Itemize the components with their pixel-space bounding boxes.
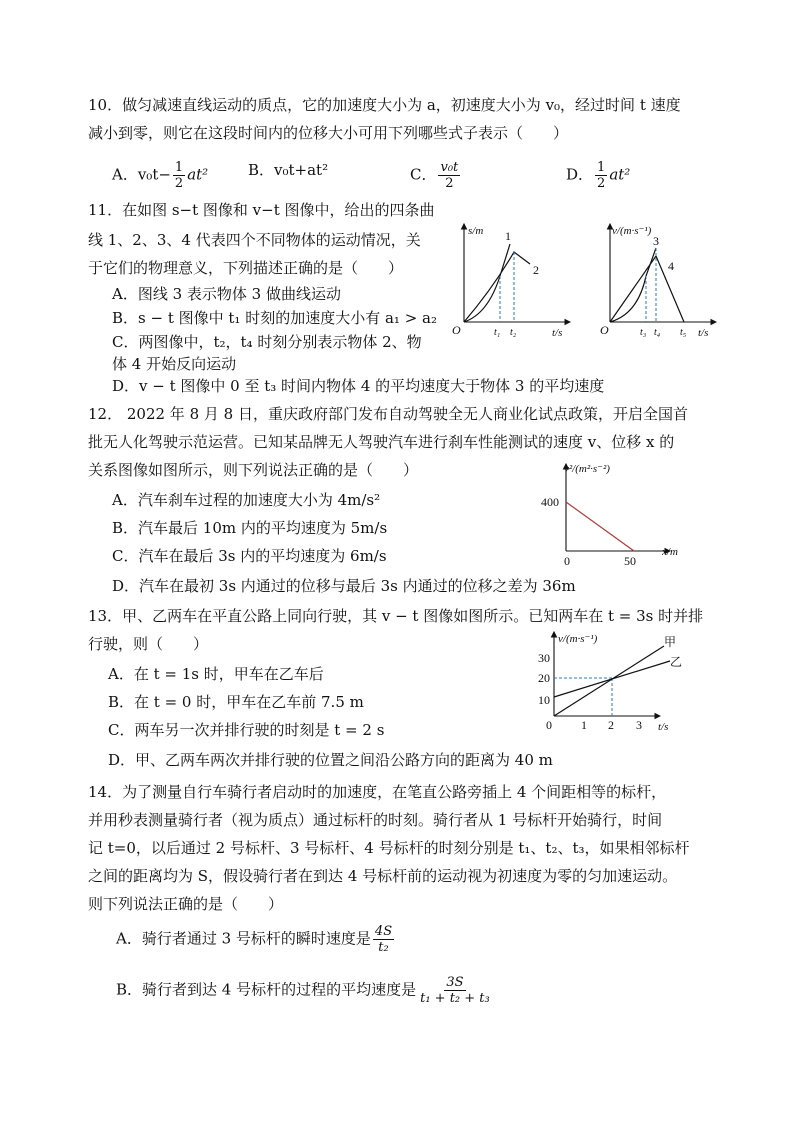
y-tick-30: 30 xyxy=(538,651,550,665)
q14-option-b-text: B．骑行者到达 4 号标杆的过程的平均速度是 xyxy=(116,980,417,999)
t1-label: t₁ xyxy=(494,327,501,338)
q13-vt-graph xyxy=(530,628,700,740)
t2-label: t₂ xyxy=(510,327,517,338)
q12-option-c: C．汽车在最后 3s 内的平均速度为 6m/s xyxy=(112,547,387,565)
q10-option-c-text: C． xyxy=(410,165,437,184)
q11-option-b: B．s − t 图像中 t₁ 时刻的加速度大小有 a₁ > a₂ xyxy=(112,309,437,327)
q11-stem-line2: 线 1、2、3、4 代表四个不同物体的运动情况，关 xyxy=(88,231,421,249)
q10-option-b: B．v₀t+at² xyxy=(248,161,329,179)
x-tick-1: 1 xyxy=(581,718,587,732)
q12-stem-line2: 批无人化驾驶示范运营。已知某品牌无人驾驶汽车进行刹车性能测试的速度 v、位移 x 的 xyxy=(88,433,675,451)
q10-stem-line1: 10．做匀减速直线运动的质点，它的加速度大小为 a，初速度大小为 v₀，经过时间 t 速度 xyxy=(88,96,681,114)
q11-option-c-line2: 体 4 开始反向运动 xyxy=(112,355,237,373)
q14-stem-line4: 之间的距离均为 S，假设骑行者在到达 4 号标杆前的运动视为初速度为零的匀加速运动。 xyxy=(88,867,678,885)
q14-stem-line1: 14．为了测量自行车骑行者启动时的加速度，在笔直公路旁插上 4 个间距相等的标杆， xyxy=(88,783,667,801)
q11-st-graph xyxy=(448,218,578,343)
fraction-numerator: 1 xyxy=(597,160,606,175)
q10-option-c-fraction xyxy=(438,160,460,191)
fraction-numerator: 4S xyxy=(374,924,393,939)
fraction-numerator: 3S xyxy=(446,975,464,990)
curve-2 xyxy=(464,252,530,322)
q12-stem-line3: 关系图像如图所示，则下列说法正确的是（ ） xyxy=(88,461,419,479)
q10-option-c xyxy=(410,160,462,191)
t5-label: t₅ xyxy=(680,327,687,338)
x-axis-label: t/s xyxy=(698,327,709,339)
q10-option-a-tail: at² xyxy=(187,165,209,184)
y-tick-20: 20 xyxy=(538,671,550,685)
x-tick-0: 0 xyxy=(546,718,552,732)
curve-1 xyxy=(464,244,510,322)
q10-option-d-fraction xyxy=(595,160,607,191)
q13-stem-line2: 行驶，则（ ） xyxy=(88,635,209,653)
jia-label: 甲 xyxy=(664,635,677,649)
q12-option-d: D．汽车在最初 3s 内通过的位移与最后 3s 内通过的位移之差为 36m xyxy=(112,577,576,595)
fraction-denominator: 2 xyxy=(597,176,606,191)
t3-label: t₃ xyxy=(640,327,647,338)
fraction-denominator: 2 xyxy=(445,176,454,191)
q13-option-d: D．甲、乙两车两次并排行驶的位置之间沿公路方向的距离为 40 m xyxy=(108,751,553,769)
x-axis-label: t/s xyxy=(658,721,669,733)
q10-option-a xyxy=(112,160,208,191)
q12-option-a: A．汽车刹车过程的加速度大小为 4m/s² xyxy=(112,491,381,509)
q10-option-d-tail: at² xyxy=(609,165,631,184)
curve-2-label: 2 xyxy=(533,263,539,277)
x-tick-2: 2 xyxy=(608,718,614,732)
t4-label: t₄ xyxy=(654,327,661,338)
yi-label: 乙 xyxy=(670,655,683,669)
x-tick-3: 3 xyxy=(636,718,642,732)
jia-line xyxy=(554,646,664,716)
q14-option-a xyxy=(116,924,396,955)
q14-option-b xyxy=(116,975,494,1006)
y-value-label: 400 xyxy=(541,495,559,509)
q11-vt-graph xyxy=(598,218,728,343)
origin-label: 0 xyxy=(564,554,570,568)
q11-option-d: D．v − t 图像中 0 至 t₃ 时间内物体 4 的平均速度大于物体 3 的平均速度 xyxy=(112,377,605,395)
q14-stem-line2: 并用秒表测量骑行者（视为质点）通过标杆的时刻。骑行者从 1 号标杆开始骑行，时间 xyxy=(88,811,663,829)
q12-v2-x-graph xyxy=(538,458,718,570)
y-tick-10: 10 xyxy=(538,693,550,707)
q14-option-b-fraction xyxy=(418,975,492,1006)
q13-option-b: B．在 t = 0 时，甲车在乙车前 7.5 m xyxy=(108,693,364,711)
curve-3-label: 3 xyxy=(653,234,659,248)
y-axis-label: s/m xyxy=(468,225,484,237)
q11-stem-line3: 于它们的物理意义，下列描述正确的是（ ） xyxy=(88,259,404,277)
fraction-numerator: 1 xyxy=(174,160,184,175)
q13-stem-line1: 13．甲、乙两车在平直公路上同向行驶，其 v − t 图像如图所示。已知两车在 t = 3s 时并排 xyxy=(88,607,704,625)
origin-label: O xyxy=(600,323,609,337)
q13-option-a: A．在 t = 1s 时，甲车在乙车后 xyxy=(108,665,324,683)
origin-label: O xyxy=(452,323,461,337)
q11-stem-line1: 11．在如图 s−t 图像和 v−t 图像中，给出的四条曲 xyxy=(88,201,435,219)
q10-stem-line2: 减小到零，则它在这段时间内的位移大小可用下列哪些式子表示（ ） xyxy=(88,124,569,142)
y-axis-label: v/(m·s⁻¹) xyxy=(612,225,652,237)
q11-option-a: A．图线 3 表示物体 3 做曲线运动 xyxy=(112,285,341,303)
fraction-denominator: 2 xyxy=(174,176,184,191)
fraction-denominator: t₂ xyxy=(378,940,389,955)
x-axis-label: x/m xyxy=(662,546,678,558)
x-value-label: 50 xyxy=(624,554,636,568)
fraction-numerator: v₀t xyxy=(440,160,459,175)
q13-option-c: C．两车另一次并排行驶的时刻是 t = 2 s xyxy=(108,721,385,739)
fraction-denominator: t₁ + t₂ + t₃ xyxy=(420,991,490,1006)
q14-stem-line3: 记 t=0，以后通过 2 号标杆、3 号标杆、4 号标杆的时刻分别是 t₁、t₂、t₃，如果相邻标杆 xyxy=(88,839,690,857)
q10-option-a-fraction xyxy=(173,160,185,191)
q10-option-d-text: D． xyxy=(566,165,594,184)
y-axis-label: v/(m·s⁻¹) xyxy=(558,633,598,645)
q10-option-d xyxy=(566,160,630,191)
v2-x-line xyxy=(566,502,634,551)
q14-option-a-fraction xyxy=(373,924,394,955)
curve-1-label: 1 xyxy=(505,229,511,243)
q14-option-a-text: A．骑行者通过 3 号标杆的瞬时速度是 xyxy=(116,929,371,948)
q12-stem-line1: 12． 2022 年 8 月 8 日，重庆政府部门发布自动驾驶全无人商业化试点政策，开启全国首 xyxy=(88,405,688,423)
curve-3 xyxy=(610,248,656,322)
q12-option-b: B．汽车最后 10m 内的平均速度为 5m/s xyxy=(112,519,388,537)
q10-option-a-text: A．v₀t− xyxy=(112,165,171,184)
y-axis-label: v²/(m²·s⁻²) xyxy=(564,463,610,475)
curve-4-label: 4 xyxy=(668,259,674,273)
q11-option-c-line1: C．两图像中，t₂，t₄ 时刻分别表示物体 2、物 xyxy=(112,333,422,351)
q14-stem-line5: 则下列说法正确的是（ ） xyxy=(88,895,284,913)
x-axis-label: t/s xyxy=(552,327,563,339)
yi-line xyxy=(554,661,670,697)
